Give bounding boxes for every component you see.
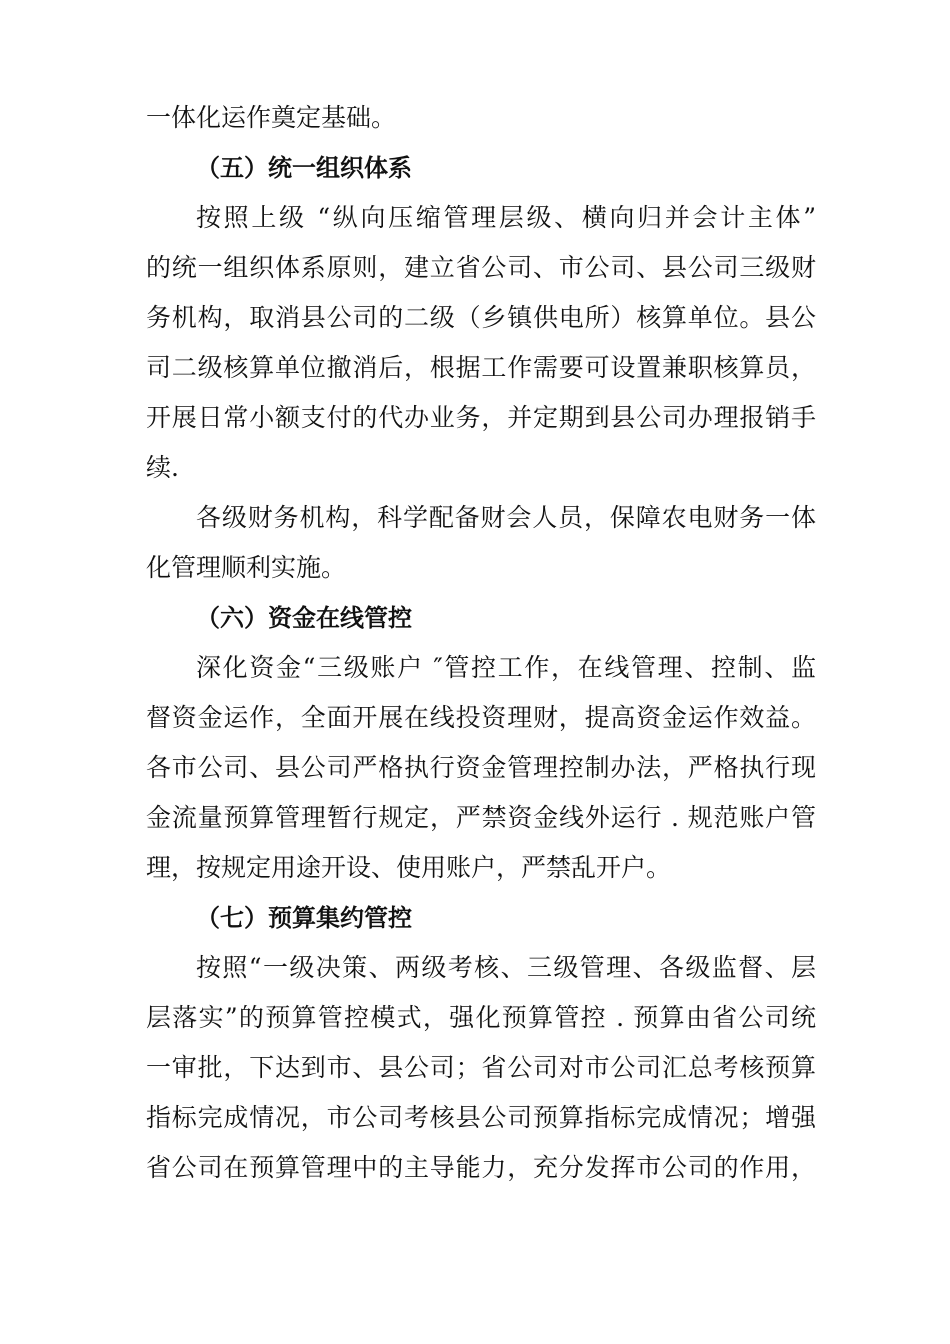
paragraph-line: 按照上级 “纵向压缩管理层级、横向归并会计主体” xyxy=(196,203,816,232)
paragraph-line: 各级财务机构，科学配备财会人员，保障农电财务一体 xyxy=(196,503,816,532)
section-heading-7: （七）预算集约管控 xyxy=(196,904,412,932)
paragraph-line: 的统一组织体系原则，建立省公司、市公司、县公司三级财 xyxy=(146,253,816,282)
section-heading-5: （五）统一组织体系 xyxy=(196,154,412,182)
paragraph-line: 各市公司、县公司严格执行资金管理控制办法，严格执行现 xyxy=(146,753,816,782)
paragraph-line: 省公司在预算管理中的主导能力，充分发挥市公司的作用， xyxy=(146,1153,816,1182)
paragraph-line: 理，按规定用途开设、使用账户，严禁乱开户。 xyxy=(146,853,672,882)
paragraph-line: 指标完成情况，市公司考核县公司预算指标完成情况；增强 xyxy=(146,1103,816,1132)
paragraph-line: 金流量预算管理暂行规定，严禁资金线外运行 . 规范账户管 xyxy=(146,803,816,832)
paragraph-line: 司二级核算单位撤消后，根据工作需要可设置兼职核算员， xyxy=(146,353,816,382)
paragraph-line: 一审批，下达到市、县公司；省公司对市公司汇总考核预算 xyxy=(146,1053,816,1082)
section-heading-6: （六）资金在线管控 xyxy=(196,604,412,632)
paragraph-line: 层落实”的预算管控模式，强化预算管控 . 预算由省公司统 xyxy=(146,1003,816,1032)
paragraph-line: 深化资金“三级账户 ″管控工作，在线管理、控制、监 xyxy=(196,653,816,682)
paragraph-line: 督资金运作，全面开展在线投资理财，提高资金运作效益。 xyxy=(146,703,816,732)
paragraph-line: 按照“一级决策、两级考核、三级管理、各级监督、层 xyxy=(196,953,816,982)
paragraph-line: 开展日常小额支付的代办业务，并定期到县公司办理报销手 xyxy=(146,403,816,432)
paragraph-line: 续. xyxy=(146,453,179,482)
paragraph-line: 化管理顺利实施。 xyxy=(146,553,347,582)
intro-line: 一体化运作奠定基础。 xyxy=(146,103,397,132)
paragraph-line: 务机构，取消县公司的二级（乡镇供电所）核算单位。县公 xyxy=(146,303,816,332)
